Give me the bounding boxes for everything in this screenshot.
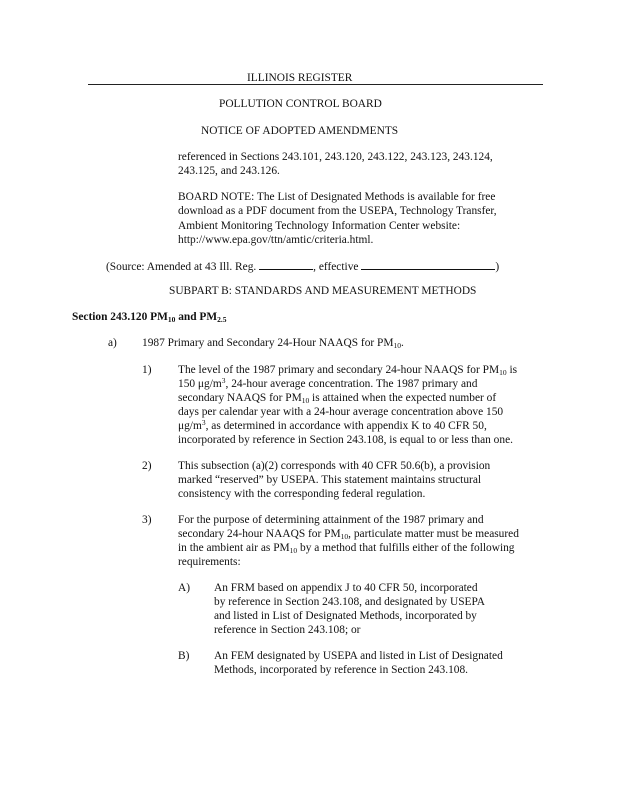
item-A-line-4: reference in Section 243.108; or xyxy=(214,624,361,636)
register-page-blank xyxy=(259,258,313,270)
item-1-label: 1) xyxy=(142,364,152,376)
item-2-line-3: consistency with the corresponding federal regulation. xyxy=(178,488,426,500)
item-1-line-6: incorporated by reference in Section 243.108, is equal to or less than one. xyxy=(178,434,513,446)
item-2-line-1: This subsection (a)(2) corresponds with 40 CFR 50.6(b), a provision xyxy=(178,460,491,472)
item-B-line-2: Methods, incorporated by reference in Section 243.108. xyxy=(214,664,468,676)
board-note-line-3: Ambient Monitoring Technology Information Center website: xyxy=(178,220,461,232)
item-3-line-4: requirements: xyxy=(178,556,241,568)
item-1-line-4: days per calendar year with a 24-hour average concentration above 150 xyxy=(178,406,504,418)
source-effective: , effective xyxy=(313,261,359,273)
section-heading: Section 243.120 $PM_{10}$ and $PM_{2.5}$ xyxy=(72,311,227,324)
item-a-text: 1987 Primary and Secondary 24-Hour NAAQS for $PM_{10}$. xyxy=(142,337,404,350)
source-prefix: (Source: Amended at 43 Ill. Reg. xyxy=(106,261,257,273)
item-3-line-3: in the ambient air as $PM_{10}$ by a method that fulfills either of the following xyxy=(178,542,515,555)
register-title: ILLINOIS REGISTER xyxy=(247,72,353,84)
item-A-line-1: An FRM based on appendix J to 40 CFR 50, incorporated xyxy=(214,582,478,594)
item-1-line-2: 150 $\mu g/m^3$, 24-hour average concentration. The 1987 primary and xyxy=(178,376,478,390)
board-note-line-1: BOARD NOTE: The List of Designated Methods is available for free xyxy=(178,191,496,203)
item-1-line-3: secondary NAAQS for $PM_{10}$ is attained when the expected number of xyxy=(178,392,497,405)
item-3-label: 3) xyxy=(142,514,152,526)
board-note-line-2: download as a PDF document from the USEPA, Technology Transfer, xyxy=(178,205,497,217)
board-note-line-4: http://www.epa.gov/ttn/amtic/criteria.html. xyxy=(178,234,374,246)
board-title: POLLUTION CONTROL BOARD xyxy=(219,98,382,110)
effective-date-blank xyxy=(361,258,495,270)
item-B-line-1: An FEM designated by USEPA and listed in List of Designated xyxy=(214,650,503,662)
item-A-line-2: by reference in Section 243.108, and designated by USEPA xyxy=(214,596,485,608)
item-a-label: a) xyxy=(108,337,117,349)
item-1-line-1: The level of the 1987 primary and secondary 24-hour NAAQS for $PM_{10}$ is xyxy=(178,364,518,377)
item-1-line-5: $\mu g/m^3$, as determined in accordance with appendix K to 40 CFR 50, xyxy=(178,418,487,432)
subpart-heading: SUBPART B: STANDARDS AND MEASUREMENT METHODS xyxy=(169,285,477,297)
source-close: ) xyxy=(495,261,500,273)
item-3-line-1: For the purpose of determining attainment of the 1987 primary and xyxy=(178,514,484,526)
source-line xyxy=(106,258,499,275)
item-2-line-2: marked “reserved” by USEPA. This statement maintains structural xyxy=(178,474,482,486)
item-A-label: A) xyxy=(178,582,191,594)
item-2-label: 2) xyxy=(142,460,152,472)
notice-title: NOTICE OF ADOPTED AMENDMENTS xyxy=(201,125,399,137)
intro-line-2: 243.125, and 243.126. xyxy=(178,165,280,177)
item-B-label: B) xyxy=(178,650,190,662)
item-3-line-2: secondary 24-hour NAAQS for $PM_{10}$, particulate matter must be measured xyxy=(178,528,519,541)
intro-line-1: referenced in Sections 243.101, 243.120, 243.122, 243.123, 243.124, xyxy=(178,151,493,163)
item-A-line-3: and listed in List of Designated Methods, incorporated by xyxy=(214,610,477,622)
